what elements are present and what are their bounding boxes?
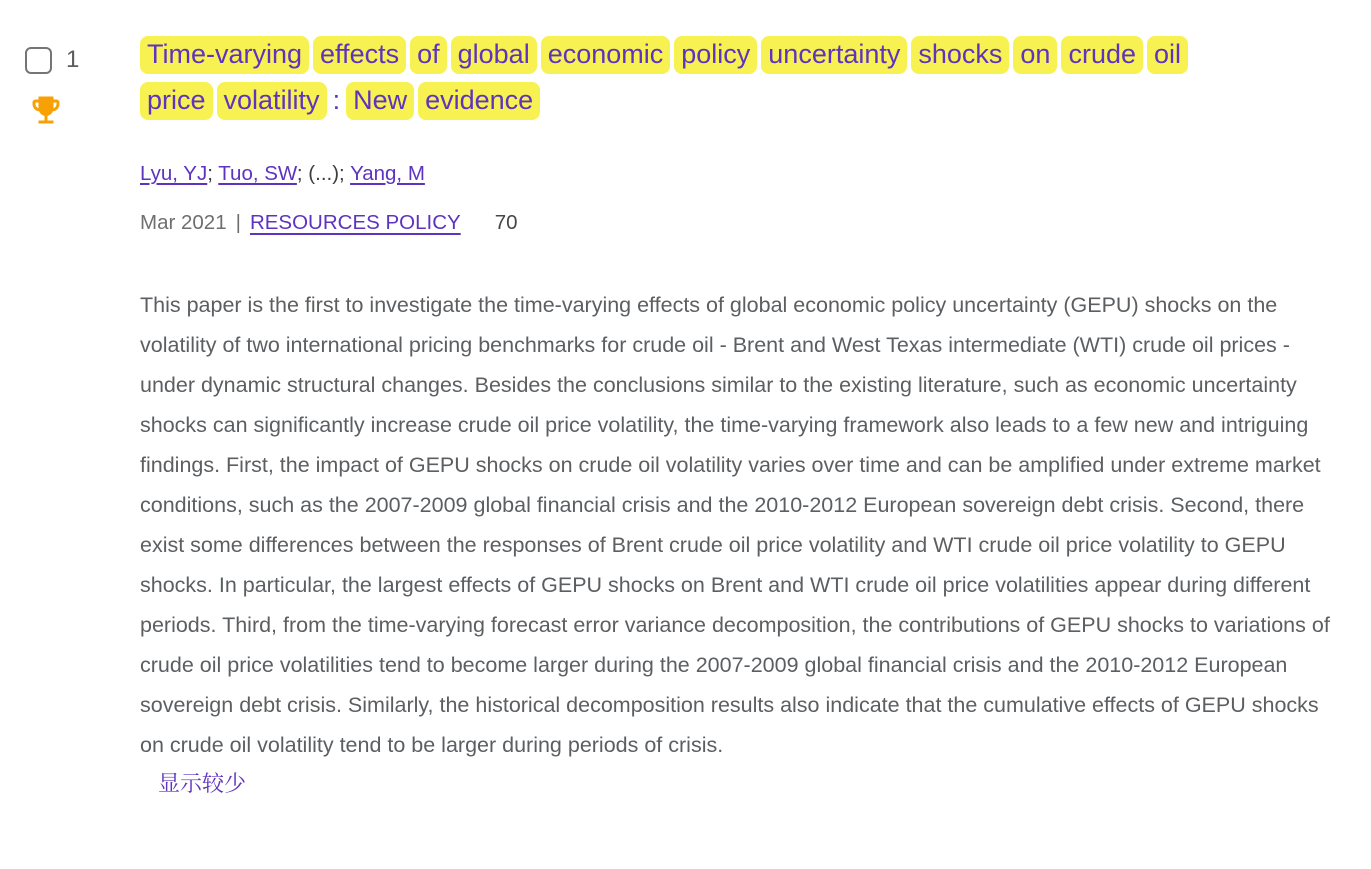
title-word: Time-varying <box>140 36 309 74</box>
result-left-column <box>25 36 140 799</box>
result-main-column <box>140 36 1345 799</box>
title-word: volatility <box>217 82 327 120</box>
select-row <box>25 46 140 74</box>
title-word: New <box>346 82 414 120</box>
publication-meta-line <box>140 211 1345 235</box>
journal-link[interactable]: RESOURCES POLICY <box>249 211 461 234</box>
author-separator: ; <box>207 162 219 185</box>
meta-divider: | <box>235 211 241 234</box>
title-word: price <box>140 82 213 120</box>
author-link-3[interactable]: Yang, M <box>350 162 425 185</box>
authors-line <box>140 162 1345 186</box>
result-index: 1 <box>66 46 80 73</box>
author-link-1[interactable]: Lyu, YJ <box>140 162 208 185</box>
highly-cited-badge <box>27 92 140 133</box>
authors-ellipsis: (...) <box>308 162 340 185</box>
journal-volume: 70 <box>494 211 518 234</box>
title-word: evidence <box>418 82 540 120</box>
author-link-2[interactable]: Tuo, SW <box>218 162 297 185</box>
paper-title-link[interactable] <box>140 36 1330 128</box>
title-word: effects <box>313 36 406 74</box>
select-result-checkbox[interactable] <box>25 47 52 74</box>
title-word: oil <box>1147 36 1188 74</box>
author-separator: ; <box>296 162 309 185</box>
author-separator: ; <box>339 162 351 185</box>
title-word: global <box>451 36 537 74</box>
publication-date: Mar 2021 <box>140 211 227 234</box>
title-word: policy <box>674 36 757 74</box>
title-word: on <box>1013 36 1057 74</box>
title-word: uncertainty <box>761 36 907 74</box>
trophy-icon <box>27 92 65 128</box>
title-colon: : <box>332 85 341 115</box>
title-word: economic <box>541 36 671 74</box>
abstract-text: This paper is the first to investigate the time-varying effects of global economic policy uncertainty (GEPU) shocks on the volatility of two international pricing benchmarks for crude oil - Brent and West Texas intermediate (WTI) crude oil prices - under dynamic structural changes. Besides the conclusions similar to the existing literature, such as economic uncertainty shocks can significantly increase crude oil price volatility, the time-varying framework also leads to a few new and intriguing findings. First, the impact of GEPU shocks on crude oil volatility varies over time and can be amplified under extreme market conditions, such as the 2007-2009 global financial crisis and the 2010-2012 European sovereign debt crisis. Second, there exist some differences between the responses of Brent crude oil price volatility and WTI crude oil price volatility to GEPU shocks. In particular, the largest effects of GEPU shocks on Brent and WTI crude oil price volatilities appear during different periods. Third, from the time-varying forecast error variance decomposition, the contributions of GEPU shocks to variations of crude oil price volatilities tend to become larger during the 2007-2009 global financial crisis and the 2010-2012 European sovereign debt crisis. Similarly, the historical decomposition results also indicate that the cumulative effects of GEPU shocks on crude oil volatility tend to be larger during periods of crisis. <box>140 293 1330 757</box>
title-word: crude <box>1061 36 1143 74</box>
title-word: shocks <box>911 36 1009 74</box>
show-less-link[interactable]: 显示较少 <box>158 771 247 796</box>
title-word: of <box>410 36 447 74</box>
